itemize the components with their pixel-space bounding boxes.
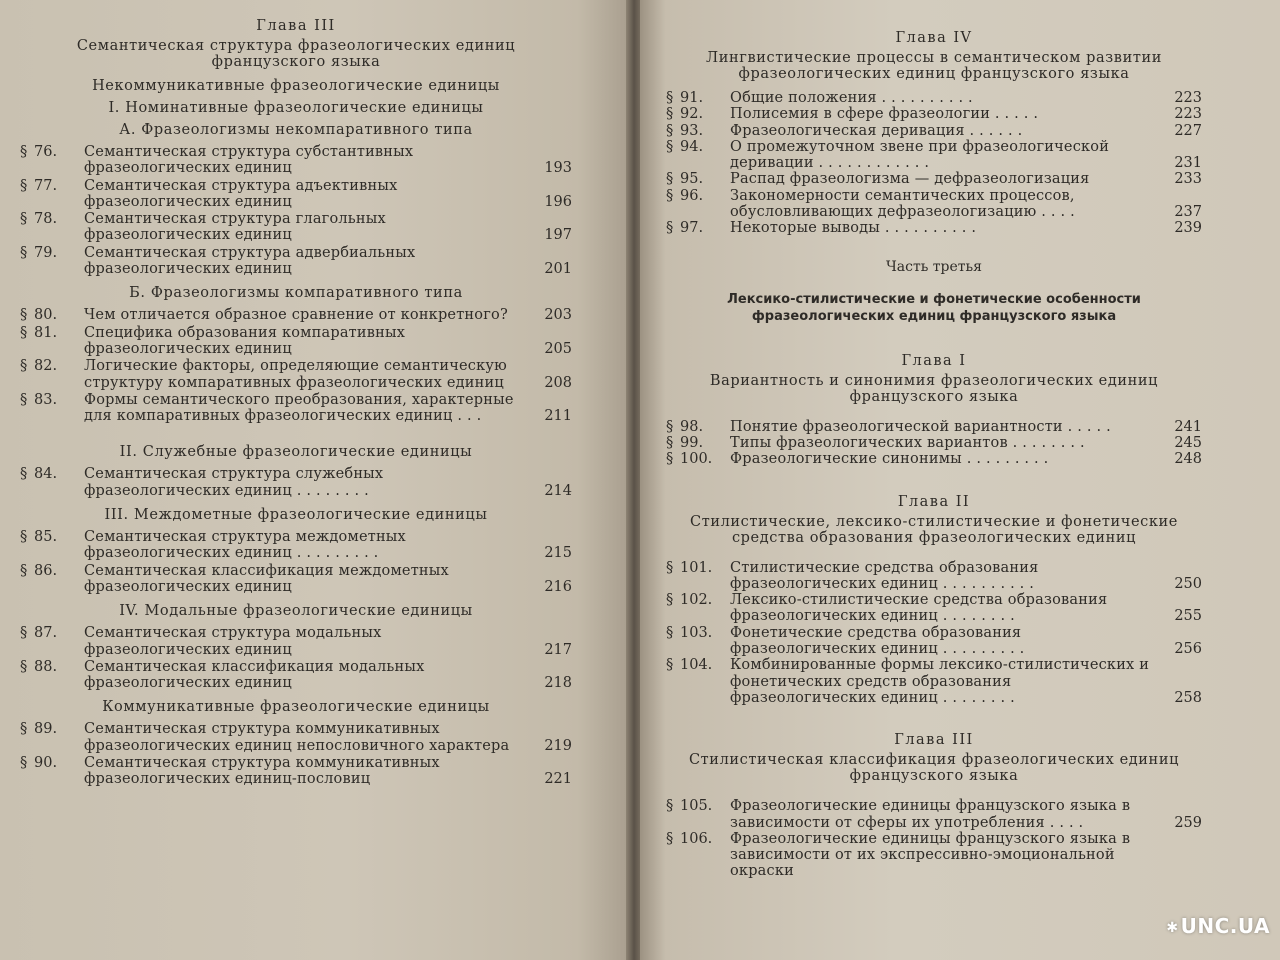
toc-entry-page: 241 xyxy=(1174,418,1202,435)
toc-entry-page: 205 xyxy=(544,340,572,357)
toc-entry-number: 97. xyxy=(680,220,704,237)
toc-entry-page: 211 xyxy=(544,408,572,425)
toc-entry-page: 201 xyxy=(544,261,572,278)
toc-entry xyxy=(666,188,1202,221)
toc-entry-title: Логические факторы, определяющие семантическую структуру компаративных фразеологических единиц xyxy=(84,358,507,391)
toc-entry xyxy=(666,171,1202,187)
toc-entry-title: Фразеологическая деривация . . . . . . xyxy=(730,122,1023,139)
toc-entry-title: Семантическая классификация модальных фразеологических единиц xyxy=(84,658,425,692)
toc-list xyxy=(666,798,1202,879)
toc-entry-number: 82. xyxy=(34,358,58,375)
toc-entry-title: Семантическая структура глагольных фразеологических единиц xyxy=(84,211,386,244)
toc-entry-number: 92. xyxy=(680,106,704,123)
toc-entry xyxy=(666,451,1202,467)
toc-entry-number: 106. xyxy=(680,830,713,847)
section-sign: § xyxy=(666,418,674,435)
section-sign: § xyxy=(20,466,28,483)
section-sign: § xyxy=(666,187,674,204)
toc-list xyxy=(20,625,572,691)
section-sign: § xyxy=(20,529,28,546)
toc-entry-page: 223 xyxy=(1174,90,1202,106)
toc-entry xyxy=(666,123,1202,139)
toc-list xyxy=(20,466,572,499)
toc-entry-title: Семантическая классификация междометных фразеологических единиц xyxy=(84,562,449,595)
toc-list xyxy=(20,307,572,424)
chapter-heading: Глава IV xyxy=(895,30,973,46)
toc-list xyxy=(666,90,1202,237)
toc-entry xyxy=(666,657,1202,706)
section-sign: § xyxy=(666,122,674,139)
toc-entry-number: 101. xyxy=(680,559,713,576)
toc-entry-page: 208 xyxy=(544,374,572,391)
toc-entry-title: Семантическая структура коммуникативных фразеологических единиц-пословиц xyxy=(84,755,440,788)
star-icon: ✱ xyxy=(1166,919,1179,936)
toc-entry xyxy=(20,307,572,323)
section-sign: § xyxy=(666,434,674,451)
toc-entry-page: 233 xyxy=(1174,171,1202,188)
section-heading: I. Номинативные фразеологические единицы xyxy=(108,100,484,116)
toc-entry xyxy=(20,245,572,278)
toc-list xyxy=(20,721,572,787)
toc-entry xyxy=(666,419,1202,435)
section-sign: § xyxy=(20,307,28,324)
section-sign: § xyxy=(666,657,674,674)
toc-entry xyxy=(20,625,572,658)
subsection-heading: А. Фразеологизмы некомпаративного типа xyxy=(119,122,473,138)
chapter-heading: Глава III xyxy=(256,18,336,34)
right-page xyxy=(640,0,1280,960)
toc-entry-number: 81. xyxy=(34,324,58,341)
section-sign: § xyxy=(666,798,674,815)
chapter-title: Стилистическая классификация фразеологических единиц французского языка xyxy=(688,752,1180,785)
section-sign: § xyxy=(666,592,674,609)
section-sign: § xyxy=(666,106,674,123)
toc-entry-page: 258 xyxy=(1174,689,1202,706)
toc-entry xyxy=(20,659,572,692)
part-heading: Часть третья xyxy=(885,258,983,275)
part-title: Лексико-стилистические и фонетические особенности фразеологических единиц французского языка xyxy=(727,291,1141,324)
toc-entry-number: 89. xyxy=(34,721,58,738)
toc-entry xyxy=(666,106,1202,122)
toc-entry-title: Фразеологические единицы французского языка в зависимости от их экспрессивно-эмоциональной окраски xyxy=(730,830,1131,880)
toc-entry-page: 219 xyxy=(544,737,572,754)
toc-entry-title: Комбинированные формы лексико-стилистических и фонетических средств образования фразеологических единиц . . . . . . . . xyxy=(730,657,1150,706)
subsection-heading: Б. Фразеологизмы компаративного типа xyxy=(129,285,463,302)
toc-entry-title: Семантическая структура адвербиальных фразеологических единиц xyxy=(84,244,416,278)
toc-entry xyxy=(20,529,572,562)
section-sign: § xyxy=(666,90,674,106)
toc-entry-number: 87. xyxy=(34,625,58,642)
toc-entry-page: 255 xyxy=(1174,608,1202,625)
toc-entry-page: 221 xyxy=(544,771,572,788)
toc-entry-title: Лексико-стилистические средства образования фразеологических единиц . . . . . . . . xyxy=(730,592,1108,625)
toc-entry-title: Типы фразеологических вариантов . . . . . . . . xyxy=(730,434,1085,451)
section-sign: § xyxy=(666,559,674,576)
toc-entry-number: 95. xyxy=(680,171,704,188)
toc-entry-title: Семантическая структура коммуникативных фразеологических единиц непословичного характера xyxy=(84,721,510,754)
toc-entry-number: 84. xyxy=(34,466,58,483)
toc-list xyxy=(666,560,1202,707)
toc-entry-page: 223 xyxy=(1174,106,1202,123)
toc-entry-page: 193 xyxy=(544,160,572,177)
toc-entry-page: 248 xyxy=(1174,451,1202,468)
toc-entry xyxy=(666,220,1202,236)
toc-entry-number: 83. xyxy=(34,391,58,408)
section-sign: § xyxy=(20,324,28,341)
toc-entry xyxy=(20,563,572,596)
toc-entry-title: Чем отличается образное сравнение от конкретного? xyxy=(84,307,508,324)
section-sign: § xyxy=(20,625,28,642)
toc-entry-number: 79. xyxy=(34,244,58,261)
toc-entry-number: 98. xyxy=(680,418,704,435)
toc-entry-page: 250 xyxy=(1174,575,1202,592)
toc-entry-page: 237 xyxy=(1174,204,1202,221)
chapter-title: Лингвистические процессы в семантическом развитии фразеологических единиц французского языка xyxy=(706,50,1162,82)
toc-entry-page: 227 xyxy=(1174,122,1202,139)
toc-entry-number: 100. xyxy=(680,451,713,468)
toc-entry-title: Распад фразеологизма — дефразеологизация xyxy=(730,171,1090,188)
section-sign: § xyxy=(20,144,28,160)
section-sign: § xyxy=(20,562,28,579)
group-heading: Коммуникативные фразеологические единицы xyxy=(102,699,490,716)
toc-entry-number: 99. xyxy=(680,434,704,451)
section-heading: III. Междометные фразеологические единицы xyxy=(104,507,488,524)
toc-entry-number: 93. xyxy=(680,122,704,139)
toc-entry-title: Понятие фразеологической вариантности . . . . . xyxy=(730,418,1111,435)
toc-entry-number: 91. xyxy=(680,90,704,106)
toc-entry xyxy=(20,211,572,244)
toc-entry xyxy=(666,798,1202,831)
section-sign: § xyxy=(666,220,674,237)
toc-entry xyxy=(666,625,1202,658)
section-sign: § xyxy=(666,138,674,155)
toc-entry-number: 76. xyxy=(34,144,58,160)
section-heading: IV. Модальные фразеологические единицы xyxy=(119,603,473,620)
toc-entry-title: Специфика образования компаративных фразеологических единиц xyxy=(84,324,406,357)
section-sign: § xyxy=(20,244,28,261)
toc-entry-title: Семантическая структура служебных фразеологических единиц . . . . . . . . xyxy=(84,466,384,499)
toc-entry-page: 256 xyxy=(1174,641,1202,658)
toc-entry xyxy=(20,325,572,358)
group-heading: Некоммуникативные фразеологические единицы xyxy=(92,78,500,94)
toc-entry-number: 104. xyxy=(680,657,713,674)
section-sign: § xyxy=(20,658,28,675)
toc-entry-number: 90. xyxy=(34,755,58,772)
toc-entry-title: Семантическая структура модальных фразеологических единиц xyxy=(84,625,382,658)
toc-entry xyxy=(20,178,572,211)
toc-entry-title: Семантическая структура адъективных фразеологических единиц xyxy=(84,177,398,210)
section-sign: § xyxy=(20,358,28,375)
toc-entry-number: 102. xyxy=(680,592,713,609)
toc-entry-title: Семантическая структура субстантивных фразеологических единиц xyxy=(84,144,414,177)
toc-entry xyxy=(20,466,572,499)
toc-entry-page: 214 xyxy=(544,482,572,499)
toc-entry-title: Закономерности семантических процессов, обусловливающих дефразеологизацию . . . . xyxy=(730,187,1075,221)
left-page xyxy=(0,0,628,960)
section-sign: § xyxy=(666,624,674,641)
chapter-heading: Глава II xyxy=(897,493,971,510)
toc-entry-page: 215 xyxy=(544,545,572,562)
toc-entry xyxy=(20,358,572,391)
toc-entry-number: 80. xyxy=(34,307,58,324)
chapter-title: Вариантность и синонимия фразеологических единиц французского языка xyxy=(709,372,1159,405)
toc-entry-title: Фразеологические единицы французского языка в зависимости от сферы их употребления . . . . xyxy=(730,798,1131,831)
toc-entry-page: 216 xyxy=(544,578,572,595)
watermark-logo: ✱ UNC.UA xyxy=(1166,914,1270,938)
toc-entry-title: О промежуточном звене при фразеологической деривации . . . . . . . . . . . . xyxy=(730,138,1110,172)
toc-entry xyxy=(20,721,572,754)
toc-entry-number: 103. xyxy=(680,624,713,641)
toc-entry-title: Формы семантического преобразования, характерные для компаративных фразеологических единиц . . . xyxy=(84,391,514,425)
chapter-title: Стилистические, лексико-стилистические и фонетические средства образования фразеологических единиц xyxy=(690,513,1178,546)
toc-entry xyxy=(20,755,572,788)
section-sign: § xyxy=(20,391,28,408)
toc-entry xyxy=(666,139,1202,172)
toc-entry-number: 88. xyxy=(34,658,58,675)
toc-entry-title: Полисемия в сфере фразеологии . . . . . xyxy=(730,106,1039,123)
toc-entry-page: 259 xyxy=(1174,814,1202,831)
toc-entry-number: 85. xyxy=(34,529,58,546)
chapter-heading: Глава I xyxy=(901,352,967,369)
toc-entry-number: 86. xyxy=(34,562,58,579)
toc-entry-title: Фонетические средства образования фразеологических единиц . . . . . . . . . xyxy=(730,624,1025,658)
toc-entry-page: 245 xyxy=(1174,434,1202,451)
toc-entry-title: Стилистические средства образования фразеологических единиц . . . . . . . . . . xyxy=(730,559,1039,592)
section-sign: § xyxy=(666,451,674,468)
toc-entry-number: 96. xyxy=(680,187,704,204)
toc-entry xyxy=(20,144,572,177)
chapter-title: Семантическая структура фразеологических единиц французского языка xyxy=(76,38,516,70)
section-sign: § xyxy=(20,755,28,772)
toc-entry-page: 203 xyxy=(544,307,572,324)
toc-entry-number: 94. xyxy=(680,138,704,155)
toc-entry-page: 217 xyxy=(544,641,572,658)
section-sign: § xyxy=(20,211,28,228)
toc-entry xyxy=(20,392,572,425)
toc-entry-page: 218 xyxy=(544,675,572,692)
toc-list xyxy=(20,529,572,595)
section-sign: § xyxy=(666,830,674,847)
toc-list xyxy=(666,419,1202,468)
toc-entry-page: 239 xyxy=(1174,220,1202,237)
toc-entry xyxy=(666,560,1202,593)
toc-entry-title: Фразеологические синонимы . . . . . . . . . xyxy=(730,451,1049,468)
section-sign: § xyxy=(20,177,28,194)
toc-entry-title: Общие положения . . . . . . . . . . xyxy=(730,90,973,106)
section-heading: II. Служебные фразеологические единицы xyxy=(119,444,473,461)
toc-entry xyxy=(666,592,1202,625)
toc-entry-page: 196 xyxy=(544,193,572,210)
toc-entry xyxy=(666,90,1202,106)
toc-entry-number: 77. xyxy=(34,177,58,194)
chapter-heading: Глава III xyxy=(894,732,974,749)
toc-entry-number: 105. xyxy=(680,798,713,815)
toc-entry-page: 197 xyxy=(544,227,572,244)
toc-list xyxy=(20,144,572,277)
section-sign: § xyxy=(666,171,674,188)
toc-entry-title: Некоторые выводы . . . . . . . . . . xyxy=(730,220,977,237)
toc-entry-page: 231 xyxy=(1174,155,1202,172)
toc-entry xyxy=(666,831,1202,880)
toc-entry xyxy=(666,435,1202,451)
toc-entry-number: 78. xyxy=(34,211,58,228)
section-sign: § xyxy=(20,721,28,738)
toc-entry-title: Семантическая структура междометных фразеологических единиц . . . . . . . . . xyxy=(84,529,406,562)
